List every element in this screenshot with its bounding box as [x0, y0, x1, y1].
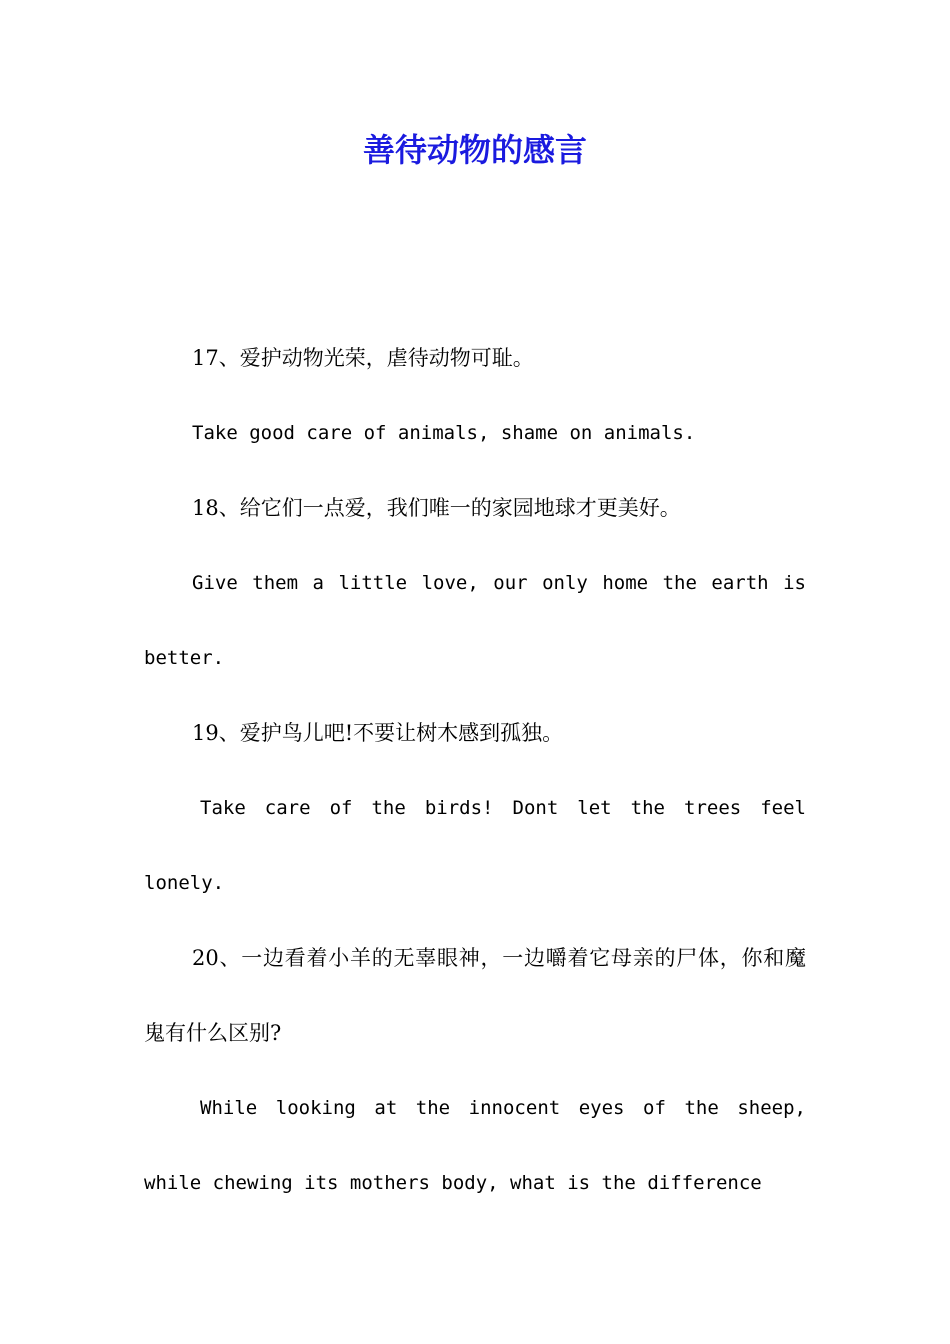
document-title: 善待动物的感言 [362, 131, 587, 169]
paragraph-18-cn: 18、给它们一点爱，我们唯一的家园地球才更美好。 [192, 496, 681, 520]
paragraph-20-en: While looking at the innocent eyes of the sheep, while chewing its mothers body, what is the difference [144, 1097, 806, 1194]
document-body [144, 321, 806, 1221]
paragraph-19-en: Take care of the birds! Dont let the trees feel lonely. [144, 797, 806, 894]
paragraph-17-en: Take good care of animals, shame on animals. [192, 422, 696, 444]
paragraph-20-cn: 20、一边看着小羊的无辜眼神，一边嚼着它母亲的尸体，你和魔鬼有什么区别? [144, 946, 806, 1045]
paragraph-17-cn: 17、爱护动物光荣，虐待动物可耻。 [192, 346, 534, 370]
paragraph-18-en: Give them a little love, our only home the earth is better. [144, 572, 806, 669]
paragraph-19-cn: 19、爱护鸟儿吧!不要让树木感到孤独。 [192, 721, 564, 745]
